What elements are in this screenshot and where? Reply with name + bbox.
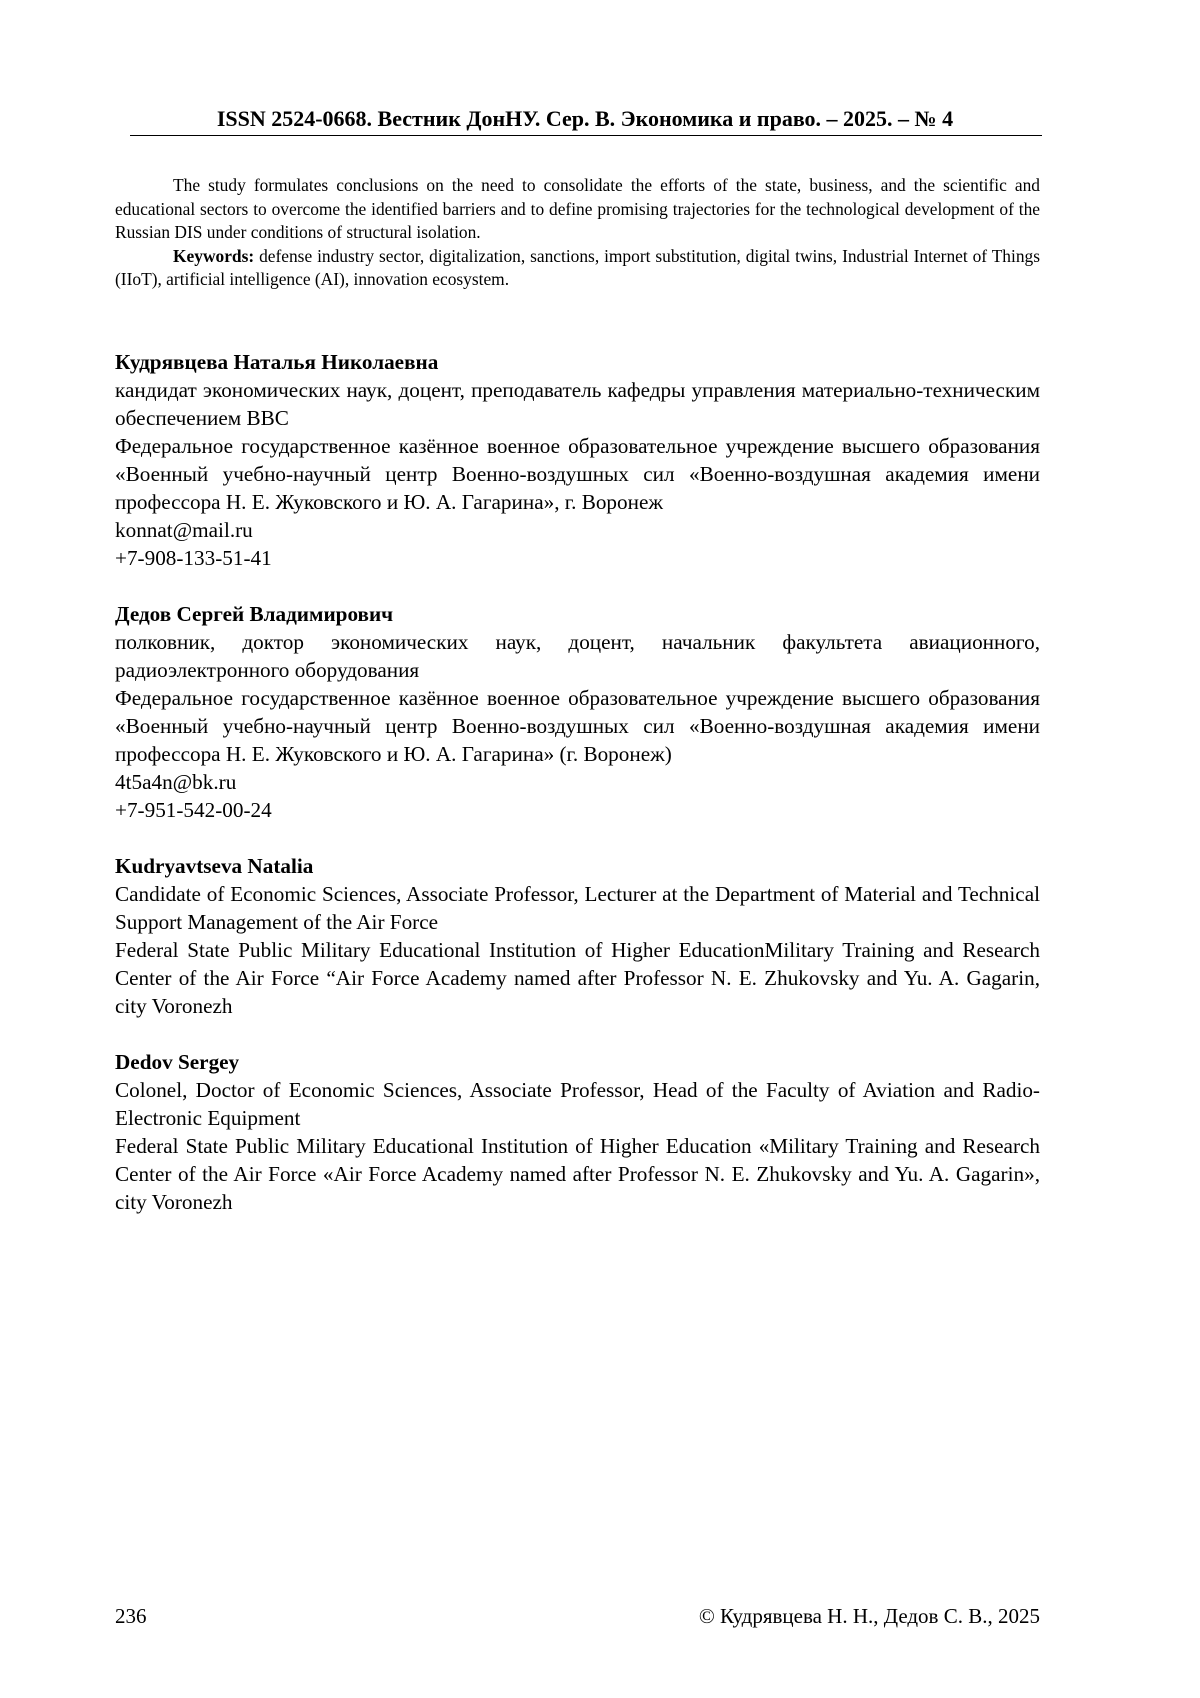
author-block-dedov-ru [115, 600, 1040, 824]
author-phone: +7-951-542-00-24 [115, 798, 272, 822]
author-name: Kudryavtseva Natalia [115, 854, 314, 878]
author-phone: +7-908-133-51-41 [115, 546, 272, 570]
author-position: кандидат экономических наук, доцент, преподаватель кафедры управления материально-техническим обеспечением ВВС [115, 378, 1040, 430]
author-position: Candidate of Economic Sciences, Associate Professor, Lecturer at the Department of Material and Technical Support Management of the Air Force [115, 882, 1040, 934]
keywords-paragraph [115, 245, 1040, 292]
abstract-section [115, 174, 1040, 292]
running-header: ISSN 2524-0668. Вестник ДонНУ. Сер. В. Экономика и право. – 2025. – № 4 [216, 106, 954, 131]
author-affiliation: Федеральное государственное казённое военное образовательное учреждение высшего образования «Военный учебно-научный центр Военно-воздушных сил «Военно-воздушная академия имени профессора Н. Е. Жуковского и Ю. А. Гагарина» (г. Воронеж) [115, 686, 1040, 766]
author-block-dedov-en [115, 1048, 1040, 1216]
author-block-kudryavtseva-en [115, 852, 1040, 1020]
author-name: Дедов Сергей Владимирович [115, 602, 394, 626]
author-email: 4t5a4n@bk.ru [115, 770, 237, 794]
page-number: 236 [115, 1604, 147, 1628]
author-block-kudryavtseva-ru [115, 348, 1040, 572]
author-affiliation: Federal State Public Military Educational Institution of Higher EducationMilitary Training and Research Center of the Air Force “Air Force Academy named after Professor N. E. Zhukovsky and Yu. A. Gagarin, city Voronezh [115, 938, 1040, 1018]
author-name: Кудрявцева Наталья Николаевна [115, 350, 439, 374]
copyright-notice: © Кудрявцева Н. Н., Дедов С. В., 2025 [698, 1604, 1040, 1628]
author-info-list [115, 348, 1040, 1244]
header-rule [130, 135, 1042, 136]
author-affiliation: Федеральное государственное казённое военное образовательное учреждение высшего образования «Военный учебно-научный центр Военно-воздушных сил «Военно-воздушная академия имени профессора Н. Е. Жуковского и Ю. А. Гагарина», г. Воронеж [115, 434, 1040, 514]
author-position: Colonel, Doctor of Economic Sciences, Associate Professor, Head of the Faculty of Aviation and Radio-Electronic Equipment [115, 1078, 1040, 1130]
author-name: Dedov Sergey [115, 1050, 240, 1074]
keywords-text: defense industry sector, digitalization, sanctions, import substitution, digital twins, Industrial Internet of Things (IIoT), artificial intelligence (AI), innovation ecosystem. [115, 245, 1040, 289]
abstract-conclusion: The study formulates conclusions on the need to consolidate the efforts of the state, business, and the scientific and educational sectors to overcome the identified barriers and to define promising trajectories for the technological development of the Russian DIS under conditions of structural isolation. [115, 175, 1040, 242]
keywords-label: Keywords: [173, 245, 255, 266]
author-affiliation: Federal State Public Military Educational Institution of Higher Education «Military Training and Research Center of the Air Force «Air Force Academy named after Professor N. E. Zhukovsky and Yu. A. Gagarin», city Voronezh [115, 1134, 1040, 1214]
author-position: полковник, доктор экономических наук, доцент, начальник факультета авиационного, радиоэлектронного оборудования [115, 630, 1040, 682]
author-email: konnat@mail.ru [115, 518, 253, 542]
page-footer [115, 1604, 1040, 1629]
